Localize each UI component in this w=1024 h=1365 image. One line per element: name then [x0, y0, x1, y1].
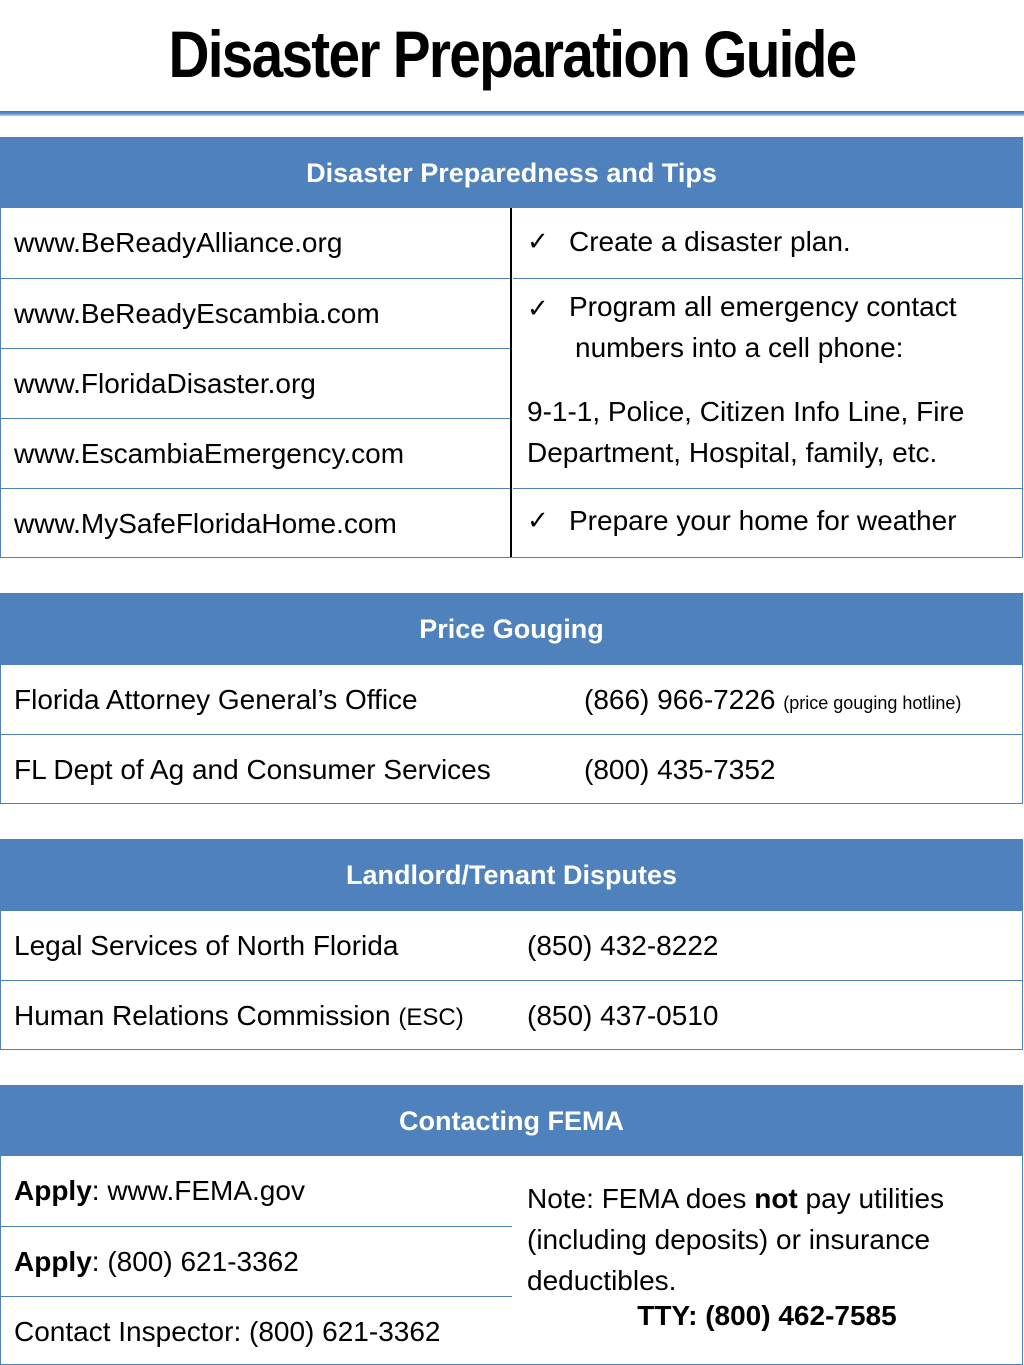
preparedness-section [0, 137, 1023, 558]
contact-name: FL Dept of Ag and Consumer Services [14, 753, 491, 785]
website-link[interactable]: www.BeReadyAlliance.org [14, 227, 343, 258]
tip-detail: Department, Hospital, family, etc. [527, 437, 938, 468]
checkmark-icon: ✓ [527, 293, 549, 323]
contact-row [1, 980, 1022, 1050]
tip-text: Create a disaster plan. [569, 226, 851, 257]
contact-name-suffix: (ESC) [398, 1003, 464, 1031]
tip-text: Program all emergency contact [569, 291, 957, 322]
fema-apply-web-row [1, 1156, 512, 1226]
fema-section [0, 1085, 1023, 1365]
website-list [1, 208, 512, 557]
phone-number[interactable]: (800) 435-7352 [584, 753, 776, 785]
phone-number[interactable]: (866) 966-7226 [584, 683, 776, 715]
note-end: pay utilities (including deposits) or insurance deductibles. [527, 1183, 945, 1296]
landlord-section [0, 839, 1023, 1050]
phone-number[interactable]: (850) 437-0510 [527, 999, 719, 1031]
contact-name [1, 1000, 464, 1032]
title-divider [0, 111, 1024, 116]
website-row[interactable] [1, 418, 510, 488]
fema-apply-phone[interactable] [1, 1246, 299, 1278]
fema-tty[interactable]: TTY: (800) 462-7585 [637, 1300, 897, 1331]
contact-row [1, 734, 1022, 804]
tip-item [513, 208, 1022, 278]
fema-grid [1, 1156, 1022, 1365]
website-link[interactable]: www.BeReadyEscambia.com [14, 297, 380, 329]
preparedness-grid [1, 208, 1022, 557]
website-row[interactable] [1, 278, 510, 348]
fema-inspector-row [1, 1296, 512, 1365]
tip-text: numbers into a cell phone: [575, 332, 904, 363]
apply-web-text: : www.FEMA.gov [91, 1175, 305, 1206]
fema-apply-web[interactable] [1, 1175, 305, 1207]
fema-note [527, 1178, 1007, 1301]
preparedness-header: Disaster Preparedness and Tips [1, 138, 1022, 208]
price-gouging-section [0, 593, 1023, 804]
contact-row [1, 910, 1022, 980]
price-gouging-header: Price Gouging [1, 594, 1022, 664]
tip-detail: 9-1-1, Police, Citizen Info Line, Fire [527, 396, 965, 427]
website-row[interactable] [1, 348, 510, 418]
apply-label: Apply [14, 1245, 92, 1277]
contact-row [1, 664, 1022, 734]
tip-item [513, 488, 1022, 557]
apply-label: Apply [14, 1175, 92, 1206]
fema-header: Contacting FEMA [1, 1086, 1022, 1156]
contact-name-text: Human Relations Commission [14, 999, 391, 1031]
tip-item [513, 278, 1022, 488]
phone-note: (price gouging hotline) [783, 692, 962, 713]
apply-phone-text: : (800) 621-3362 [91, 1245, 299, 1277]
page-title: Disaster Preparation Guide [168, 17, 856, 91]
fema-contacts [1, 1156, 512, 1365]
tip-text: Prepare your home for weather [569, 505, 957, 536]
phone-number[interactable]: (850) 432-8222 [527, 929, 719, 961]
website-link[interactable]: www.FloridaDisaster.org [14, 367, 316, 399]
tips-list [513, 208, 1022, 557]
contact-name: Legal Services of North Florida [14, 929, 399, 961]
website-link[interactable]: www.MySafeFloridaHome.com [14, 507, 397, 539]
website-row[interactable] [1, 208, 510, 278]
landlord-header: Landlord/Tenant Disputes [1, 840, 1022, 910]
contact-name: Florida Attorney General’s Office [14, 683, 418, 715]
note-start: Note: FEMA does [527, 1183, 755, 1214]
website-link[interactable]: www.EscambiaEmergency.com [14, 437, 405, 469]
website-row[interactable] [1, 488, 510, 558]
contact-phone [584, 684, 961, 716]
fema-inspector[interactable]: Contact Inspector: (800) 621-3362 [14, 1315, 441, 1347]
checkmark-icon: ✓ [527, 226, 549, 256]
checkmark-icon: ✓ [527, 505, 549, 535]
fema-apply-phone-row [1, 1226, 512, 1296]
note-bold: not [754, 1183, 798, 1214]
